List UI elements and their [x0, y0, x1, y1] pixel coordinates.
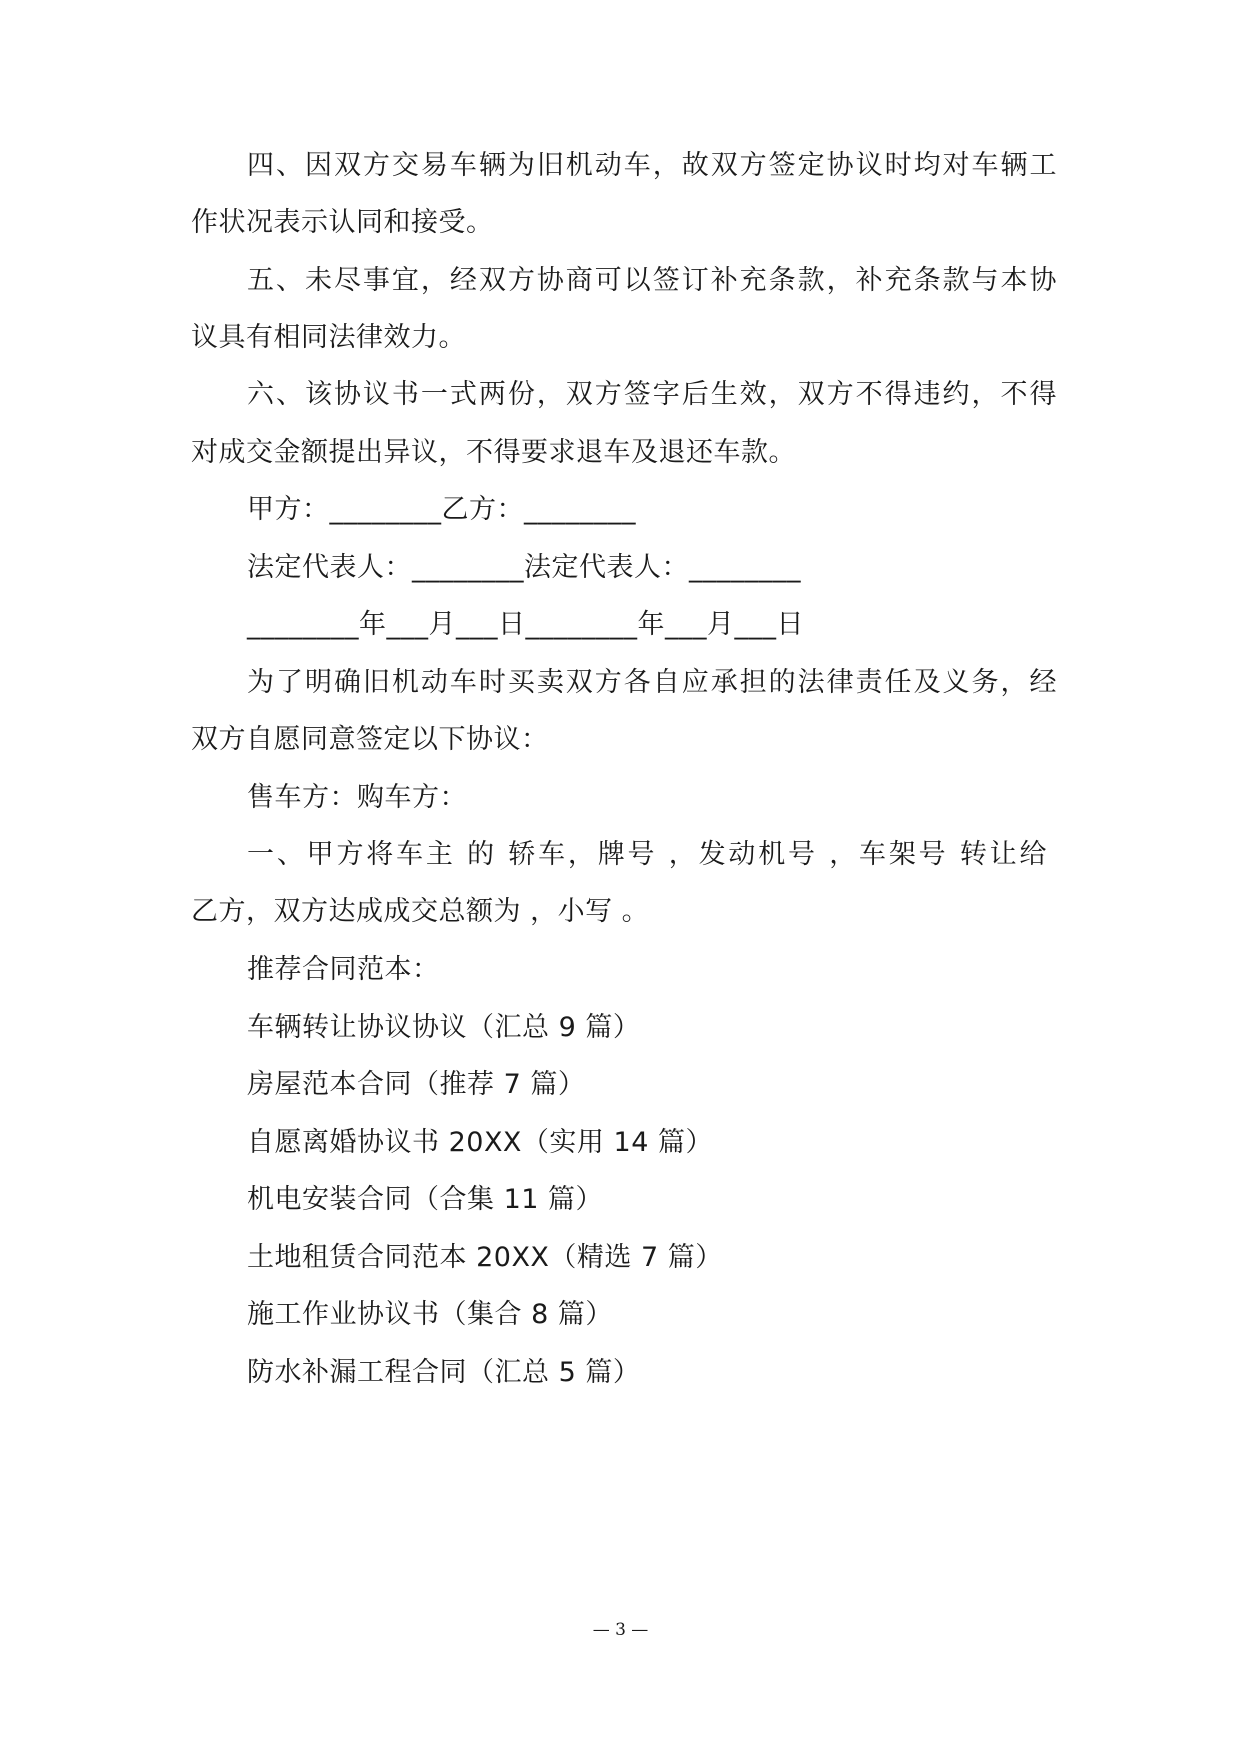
clause-6-line-2: 对成交金额提出异议，不得要求退车及退还车款。 — [191, 437, 796, 468]
intro-line-2: 双方自愿同意签定以下协议： — [191, 724, 549, 755]
recommend-link-5: 土地租赁合同范本 20XX（精选 7 篇） — [247, 1242, 723, 1273]
recommend-link-6: 施工作业协议书（集合 8 篇） — [247, 1299, 613, 1330]
recommend-link-4: 机电安装合同（合集 11 篇） — [247, 1184, 604, 1215]
clause-4-line-2: 作状况表示认同和接受。 — [191, 207, 494, 238]
clause-1-line-2: 乙方，双方达成成交总额为 ，小写 。 — [191, 896, 650, 927]
recommend-heading: 推荐合同范本： — [247, 954, 440, 985]
recommend-link-2: 房屋范本合同（推荐 7 篇） — [247, 1069, 586, 1100]
clause-1-line-1: 一、甲方将车主 的 轿车，牌号 ，发动机号 ，车架号 转让给 — [247, 839, 1047, 870]
parties-line: 售车方：购车方： — [247, 782, 467, 813]
party-signature-line: 甲方：________乙方：________ — [247, 494, 636, 525]
clause-5-line-1: 五、未尽事宜，经双方协商可以签订补充条款，补充条款与本协 — [247, 265, 1057, 296]
recommend-link-1: 车辆转让协议协议（汇总 9 篇） — [247, 1012, 641, 1043]
date-line: ________年___月___日________年___月___日 — [247, 609, 804, 640]
recommend-link-3: 自愿离婚协议书 20XX（实用 14 篇） — [247, 1127, 713, 1158]
clause-6-line-1: 六、该协议书一式两份，双方签字后生效，双方不得违约，不得 — [247, 379, 1057, 410]
clause-4-line-1: 四、因双方交易车辆为旧机动车，故双方签定协议时均对车辆工 — [247, 150, 1057, 181]
clause-5-line-2: 议具有相同法律效力。 — [191, 322, 466, 353]
representative-signature-line: 法定代表人：________法定代表人：________ — [247, 552, 801, 583]
page-number: — 3 — — [592, 1620, 649, 1640]
intro-line-1: 为了明确旧机动车时买卖双方各自应承担的法律责任及义务，经 — [247, 667, 1057, 698]
recommend-link-7: 防水补漏工程合同（汇总 5 篇） — [247, 1357, 641, 1388]
